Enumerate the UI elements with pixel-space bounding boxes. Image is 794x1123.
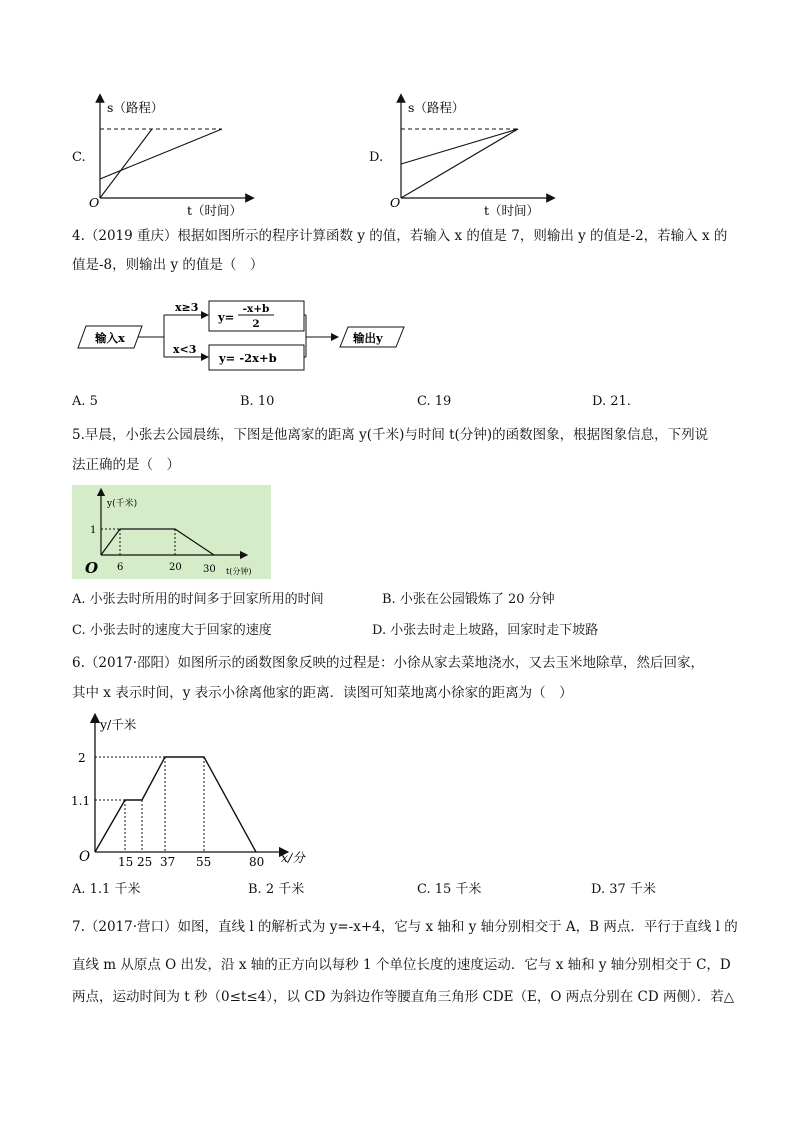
output-label: 输出y [353, 331, 383, 345]
q5-text-line2: 法正确的是（ ） [72, 457, 180, 473]
y-axis-label: s（路程） [408, 100, 465, 115]
y-axis-label: s（路程） [107, 100, 164, 115]
y-axis-label: y/千米 [100, 717, 137, 732]
q4-option-a: A. 5 [72, 394, 98, 409]
line-steep [100, 129, 152, 198]
y-tick-1: 1 [90, 525, 97, 536]
q4-option-b: B. 10 [240, 394, 275, 409]
q7-text-line2: 直线 m 从原点 O 出发，沿 x 轴的正方向以每秒 1 个单位长度的速度运动．它与 x 轴和 y 轴分别相交于 C，D [72, 957, 731, 973]
origin-label: O [89, 195, 100, 210]
origin-label: O [85, 559, 99, 577]
x-axis-label: t（时间） [187, 203, 243, 218]
distance-polyline [95, 757, 256, 852]
x-axis-label: t(分钟) [226, 567, 252, 576]
y-axis-label: y(千米) [107, 499, 138, 509]
input-label: 输入x [95, 331, 125, 345]
q6-option-c: C. 15 千米 [417, 882, 482, 897]
q4-option-c: C. 19 [417, 394, 452, 409]
q3-option-c-graph [85, 92, 255, 220]
q6-text-line2: 其中 x 表示时间，y 表示小徐离他家的距离．读图可知菜地离小徐家的距离为（ ） [72, 685, 573, 701]
q5-graph [72, 485, 271, 579]
condition-top: x≥3 [175, 301, 199, 314]
origin-label: O [79, 849, 91, 865]
x-tick-55: 55 [196, 855, 212, 869]
q7-text-line3: 两点，运动时间为 t 秒（0≤t≤4），以 CD 为斜边作等腰直角三角形 CDE（E，O 两点分别在 CD 两侧）．若△ [72, 989, 735, 1005]
formula-top-numerator: -x+b [242, 303, 270, 315]
formula-top-lhs: y= [218, 310, 235, 324]
q5-option-a: A. 小张去时所用的时间多于回家所用的时间 [72, 592, 324, 607]
line-from-origin [401, 129, 518, 198]
q5-option-b: B. 小张在公园锻炼了 20 分钟 [382, 592, 555, 607]
q3-option-c-label: C. [72, 150, 86, 165]
y-tick-2: 2 [78, 751, 86, 765]
q3-option-d-label: D. [369, 150, 384, 165]
x-axis-label: t（时间） [484, 203, 540, 218]
q6-option-a: A. 1.1 千米 [72, 882, 141, 897]
formula-bottom: y= -2x+b [219, 351, 277, 365]
y-tick-1-1: 1.1 [71, 794, 91, 808]
formula-top-denominator: 2 [252, 318, 260, 330]
q4-option-d: D. 21. [592, 394, 631, 409]
q4-flowchart [72, 294, 422, 376]
x-tick-20: 20 [169, 562, 182, 573]
x-tick-15: 15 [118, 855, 134, 869]
condition-bottom: x<3 [173, 343, 197, 356]
x-tick-25: 25 [137, 855, 153, 869]
q3-option-d-graph [386, 92, 556, 220]
q5-option-c: C. 小张去时的速度大于回家的速度 [72, 623, 272, 638]
x-tick-80: 80 [249, 855, 265, 869]
q5-text-line1: 5.早晨，小张去公园晨练，下图是他离家的距离 y(千米)与时间 t(分钟)的函数图象，根据图象信息，下列说 [72, 427, 709, 443]
q6-option-d: D. 37 千米 [591, 882, 656, 897]
q7-text-line1: 7.（2017·营口）如图，直线 l 的解析式为 y=-x+4，它与 x 轴和 y 轴分别相交于 A，B 两点．平行于直线 l 的 [72, 919, 738, 935]
q4-text-line1: 4.（2019 重庆）根据如图所示的程序计算函数 y 的值，若输入 x 的值是 7，则输出 y 的值是-2，若输入 x 的 [72, 228, 728, 244]
x-tick-37: 37 [160, 855, 176, 869]
q4-text-line2: 值是-8，则输出 y 的值是（ ） [72, 257, 264, 273]
origin-label: O [390, 195, 401, 210]
q6-graph [70, 712, 320, 870]
x-axis-label: x/分 [281, 850, 305, 865]
line-from-intercept [401, 129, 518, 164]
q6-option-b: B. 2 千米 [248, 882, 305, 897]
line-gentle [100, 129, 222, 179]
q5-option-d: D. 小张去时走上坡路，回家时走下坡路 [372, 623, 599, 638]
x-tick-6: 6 [117, 562, 124, 573]
x-tick-30: 30 [203, 564, 216, 575]
q6-text-line1: 6.（2017·邵阳）如图所示的函数图象反映的过程是：小徐从家去菜地浇水，又去玉米地除草，然后回家， [72, 655, 705, 671]
